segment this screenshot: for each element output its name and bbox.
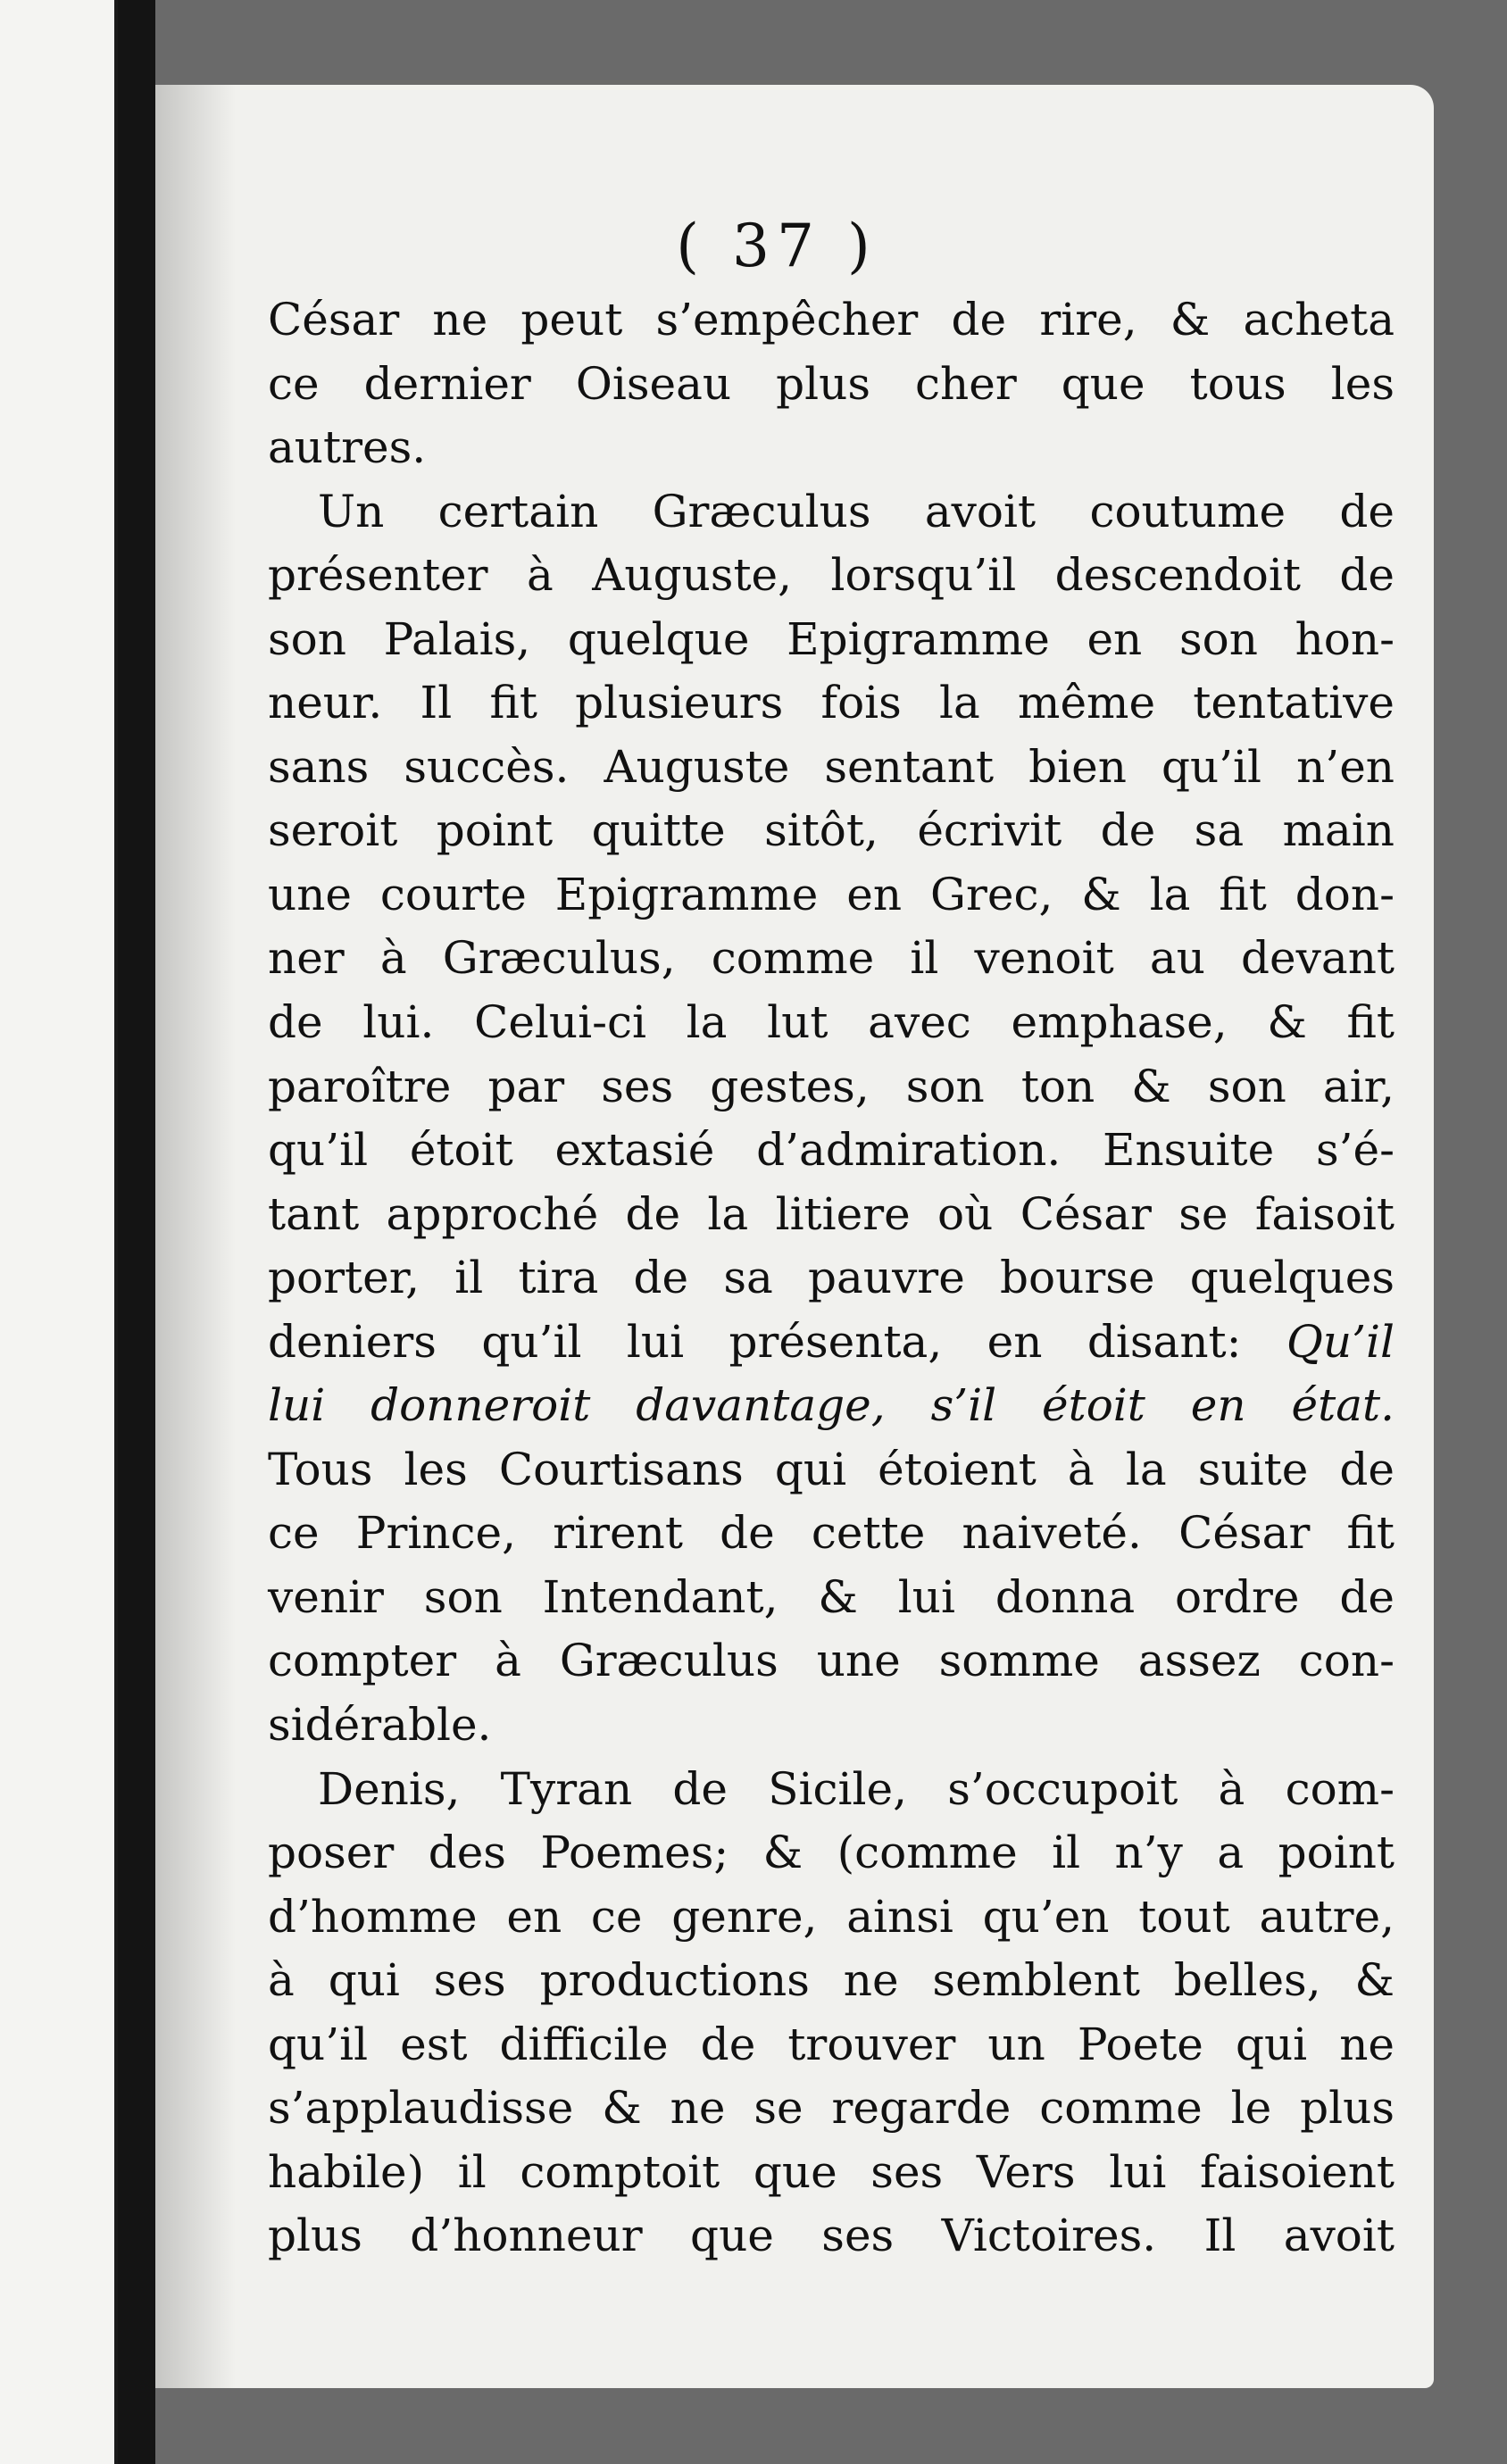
text-line xyxy=(268,608,1395,672)
text-line-content: venir son Intendant, & lui donna ordre de xyxy=(268,1570,1395,1623)
text-line-content: poser des Poemes; & (comme il n’y a point xyxy=(268,1827,1395,1879)
text-line-content: ce dernier Oiseau plus cher que tous les xyxy=(268,357,1395,410)
text-line-content: Un certain Græculus avoit coutume de xyxy=(318,485,1395,537)
text-line xyxy=(268,1374,1395,1438)
text-line xyxy=(268,416,1395,480)
text-line-content: à qui ses productions ne semblent belles, & xyxy=(268,1954,1395,2007)
text-line-content: neur. Il fit plusieurs fois la même tentative xyxy=(268,677,1395,729)
text-line-content: ce Prince, rirent de cette naiveté. César fit xyxy=(268,1507,1395,1560)
text-line xyxy=(268,1629,1395,1694)
text-line xyxy=(268,671,1395,736)
text-line xyxy=(268,863,1395,928)
text-line-content: César ne peut s’empêcher de rire, & acheta xyxy=(268,294,1395,345)
text-line xyxy=(268,991,1395,1055)
text-line xyxy=(268,927,1395,991)
text-line-content: Denis, Tyran de Sicile, s’occupoit à com- xyxy=(318,1762,1395,1815)
book-gutter xyxy=(118,0,155,2464)
text-line xyxy=(268,1694,1395,1758)
text-line xyxy=(268,1246,1395,1311)
book-page xyxy=(155,85,1434,2388)
text-line xyxy=(268,1055,1395,1120)
text-line xyxy=(268,1183,1395,1247)
text-line xyxy=(268,288,1395,353)
text-line xyxy=(268,1758,1395,1822)
text-line-content: Tous les Courtisans qui étoient à la suite de xyxy=(268,1443,1395,1495)
text-line xyxy=(268,544,1395,608)
text-line-content: sans succès. Auguste sentant bien qu’il n’en xyxy=(268,740,1395,793)
text-line xyxy=(268,353,1395,417)
text-line xyxy=(268,1885,1395,1950)
text-line-content: tant approché de la litiere où César se faisoit xyxy=(268,1187,1395,1240)
text-line-content: autres. xyxy=(268,421,427,474)
italic-text: Qu’il xyxy=(1286,1315,1395,1368)
text-line-content: habile) il comptoit que ses Vers lui faisoient xyxy=(268,2145,1395,2198)
text-line xyxy=(268,1566,1395,1630)
text-line-content: deniers qu’il lui présenta, en disant: xyxy=(268,1315,1286,1368)
italic-text: lui donneroit davantage, s’il étoit en état. xyxy=(268,1379,1395,1432)
text-line-content: qu’il est difficile de trouver un Poete qui ne xyxy=(268,2018,1395,2070)
previous-page-edge xyxy=(0,0,118,2464)
text-line xyxy=(268,2077,1395,2141)
text-line xyxy=(268,2013,1395,2077)
text-line xyxy=(268,1502,1395,1566)
text-line-content: de lui. Celui-ci la lut avec emphase, & fit xyxy=(268,996,1395,1049)
text-line xyxy=(268,2204,1395,2268)
text-line-content: porter, il tira de sa pauvre bourse quelques xyxy=(268,1252,1395,1304)
text-line xyxy=(268,1949,1395,2013)
text-line-content: ner à Græculus, comme il venoit au devant xyxy=(268,932,1395,985)
text-line xyxy=(268,736,1395,800)
text-line xyxy=(268,1821,1395,1885)
text-line-content: plus d’honneur que ses Victoires. Il avoit xyxy=(268,2210,1395,2262)
text-line xyxy=(268,2141,1395,2205)
text-line xyxy=(268,1119,1395,1183)
text-line xyxy=(268,799,1395,863)
text-line xyxy=(268,480,1395,545)
text-line-content: s’applaudisse & ne se regarde comme le plus xyxy=(268,2082,1395,2135)
text-line-content: paroître par ses gestes, son ton & son air, xyxy=(268,1060,1395,1112)
text-line-content: une courte Epigramme en Grec, & la fit don- xyxy=(268,868,1395,920)
text-line xyxy=(268,1311,1395,1375)
text-line-content: seroit point quitte sitôt, écrivit de sa main xyxy=(268,804,1395,857)
text-line-content: compter à Græculus une somme assez con- xyxy=(268,1635,1395,1687)
page-number: ( 37 ) xyxy=(676,212,878,280)
text-line xyxy=(268,1438,1395,1503)
text-line-content: qu’il étoit extasié d’admiration. Ensuite s’é- xyxy=(268,1124,1395,1177)
text-line-content: sidérable. xyxy=(268,1699,492,1752)
text-line-content: d’homme en ce genre, ainsi qu’en tout autre, xyxy=(268,1890,1395,1943)
text-line-content: présenter à Auguste, lorsqu’il descendoit de xyxy=(268,549,1395,602)
page-body-text xyxy=(268,288,1395,2268)
text-line-content: son Palais, quelque Epigramme en son hon- xyxy=(268,612,1395,665)
